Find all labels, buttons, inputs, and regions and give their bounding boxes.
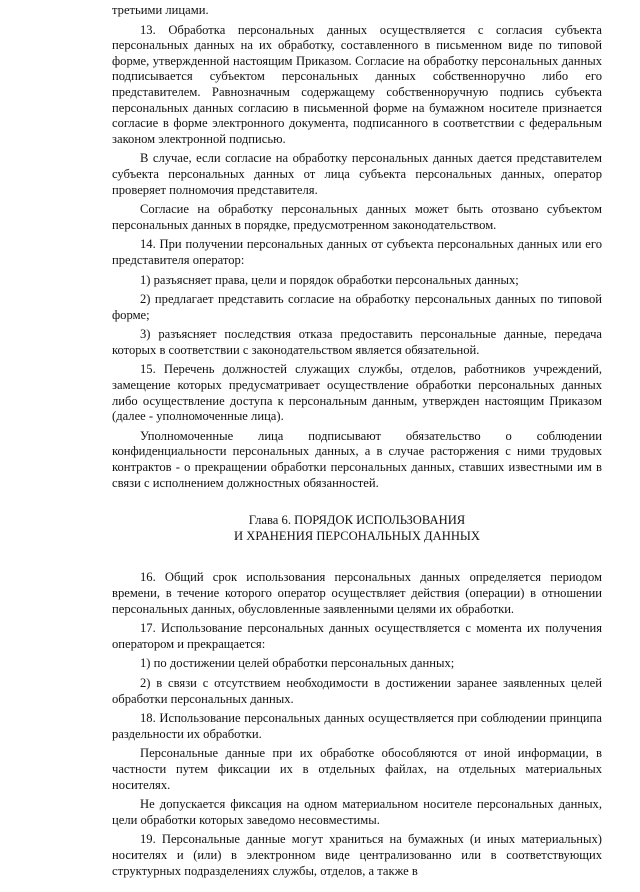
chapter-heading	[112, 513, 602, 544]
paragraph: 16. Общий срок использования персональных данных определяется периодом времени, в течение которого оператор осуществляет действия (операции) в отношении персональных данных, обусловленные заявленными целями их обработки.	[112, 570, 602, 616]
paragraph: 2) предлагает представить согласие на обработку персональных данных по типовой форме;	[112, 292, 602, 322]
paragraph: 14. При получении персональных данных от субъекта персональных данных или его представителя оператор:	[112, 237, 602, 267]
paragraph: Персональные данные при их обработке обособляются от иной информации, в частности путем фиксации их в отдельных файлах, на отдельных материальных носителях.	[112, 746, 602, 792]
paragraph: 1) по достижении целей обработки персональных данных;	[140, 656, 455, 671]
top-section	[112, 3, 602, 491]
paragraph: 2) в связи с отсутствием необходимости в достижении заранее заявленных целей обработки персональных данных.	[112, 675, 602, 706]
paragraph: 17. Использование персональных данных осуществляется с момента их получения оператором и прекращается:	[112, 621, 602, 651]
paragraph: третьими лицами.	[112, 3, 209, 17]
paragraph: Не допускается фиксация на одном материальном носителе персональных данных, цели обработки которых заведомо несовместимы.	[112, 797, 602, 827]
paragraph: 1) разъясняет права, цели и порядок обработки персональных данных;	[140, 272, 519, 287]
paragraph: 3) разъясняет последствия отказа предоставить персональные данные, передача которых в соответствии с законодательством является обязательной.	[112, 327, 602, 357]
paragraph: 18. Использование персональных данных осуществляется при соблюдении принципа раздельности их обработки.	[112, 711, 602, 741]
paragraph: Согласие на обработку персональных данных может быть отозвано субъектом персональных данных в порядке, предусмотренном законодательством.	[112, 202, 602, 232]
chapter-heading-line-1: Глава 6. ПОРЯДОК ИСПОЛЬЗОВАНИЯ	[248, 513, 466, 528]
paragraph: 15. Перечень должностей служащих службы, отделов, работников учреждений, замещение которых предусматривает осуществление обработки персональных данных либо осуществление доступа к персональным данным, утвержден настоящим Приказом (далее - уполномоченные лица).	[112, 362, 602, 424]
paragraph: 13. Обработка персональных данных осуществляется с согласия субъекта персональных данных на их обработку, составленного в письменном виде по типовой форме, утвержденной настоящим Приказом. Согласие на обработку персональных данных подписывается субъектом персональных данных собственноручно либо его представителем. Равнозначным содержащему собственноручную подпись субъекта персональных данных согласию в письменной форме на бумажном носителе признается согласие в форме электронного документа, подписанного в соответствии с федеральным законом электронной подписью.	[112, 22, 602, 146]
paragraph: 19. Персональные данные могут храниться на бумажных (и иных материальных) носителях и (или) в электронном виде централизованно или в соответствующих структурных подразделениях службы, отделов, а также в	[112, 832, 602, 878]
paragraph: Уполномоченные лица подписывают обязательство о соблюдении конфиденциальности персональных данных, а в случае расторжения с ними трудовых контрактов - о прекращении обработки персональных данных, ставших известными им в связи с исполнением должностных обязанностей.	[112, 428, 602, 490]
bottom-section	[112, 570, 602, 879]
chapter-heading-line-2: И ХРАНЕНИЯ ПЕРСОНАЛЬНЫХ ДАННЫХ	[233, 528, 481, 543]
paragraph: В случае, если согласие на обработку персональных данных дается представителем субъекта персональных данных от лица субъекта персональных данных, оператор проверяет полномочия представителя.	[112, 151, 602, 197]
